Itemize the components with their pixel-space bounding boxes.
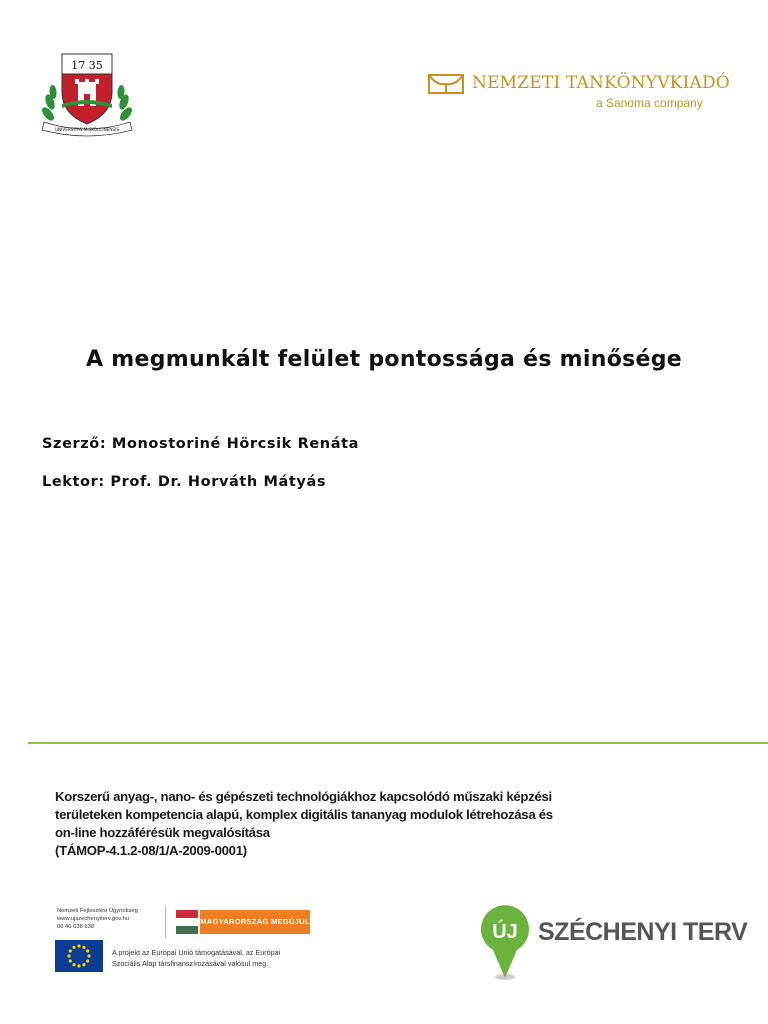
lector-line: Lektor: Prof. Dr. Horváth Mátyás bbox=[42, 474, 327, 490]
publisher-logo bbox=[428, 68, 730, 134]
szechenyi-terv-name: SZÉCHENYI TERV bbox=[538, 918, 748, 946]
author-line: Szerző: Monostoriné Hörcsik Renáta bbox=[42, 436, 359, 452]
eu-funding-line: Szociális Alap társfinanszírozásával valósul meg. bbox=[112, 959, 269, 968]
eu-funding-line: A projekt az Európai Unió támogatásával, az Európai bbox=[112, 948, 281, 957]
agency-website: www.ujszechenyiterv.gov.hu bbox=[57, 916, 129, 922]
eu-funding-note bbox=[112, 947, 322, 969]
project-line: on-line hozzáférésük megvalósítása bbox=[55, 825, 270, 840]
green-divider bbox=[28, 742, 768, 744]
book-icon bbox=[428, 74, 464, 94]
agency-info bbox=[57, 907, 167, 931]
document-title: A megmunkált felület pontossága és minősége bbox=[86, 347, 682, 372]
funding-divider bbox=[165, 906, 166, 938]
hungary-renews-badge: MAGYARORSZÁG MEGÚJUL bbox=[200, 910, 310, 934]
hungarian-flag-icon bbox=[176, 910, 198, 934]
pin-label: ÚJ bbox=[492, 921, 518, 943]
project-line: (TÁMOP-4.1.2-08/1/A-2009-0001) bbox=[55, 843, 247, 858]
publisher-subtitle: a Sanoma company bbox=[596, 96, 703, 110]
agency-phone: 06 40 638 638 bbox=[57, 924, 95, 930]
crest-year: 17 35 bbox=[71, 59, 103, 72]
project-line: Korszerű anyag-, nano- és gépészeti technológiákhoz kapcsolódó műszaki képzési bbox=[55, 789, 552, 804]
project-line: területeken kompetencia alapú, komplex digitális tananyag modulok létrehozása és bbox=[55, 807, 553, 822]
eu-flag-icon bbox=[55, 940, 103, 972]
university-crest-logo bbox=[40, 52, 134, 138]
szechenyi-pin-icon bbox=[478, 902, 532, 982]
project-description bbox=[55, 788, 615, 860]
publisher-name: NEMZETI TANKÖNYVKIADÓ bbox=[472, 73, 730, 93]
crest-ribbon-text: UNIVERSITAS MISKOLCINENSIS bbox=[54, 127, 120, 132]
agency-name: Nemzeti Fejlesztési Ügynökség bbox=[57, 908, 138, 914]
